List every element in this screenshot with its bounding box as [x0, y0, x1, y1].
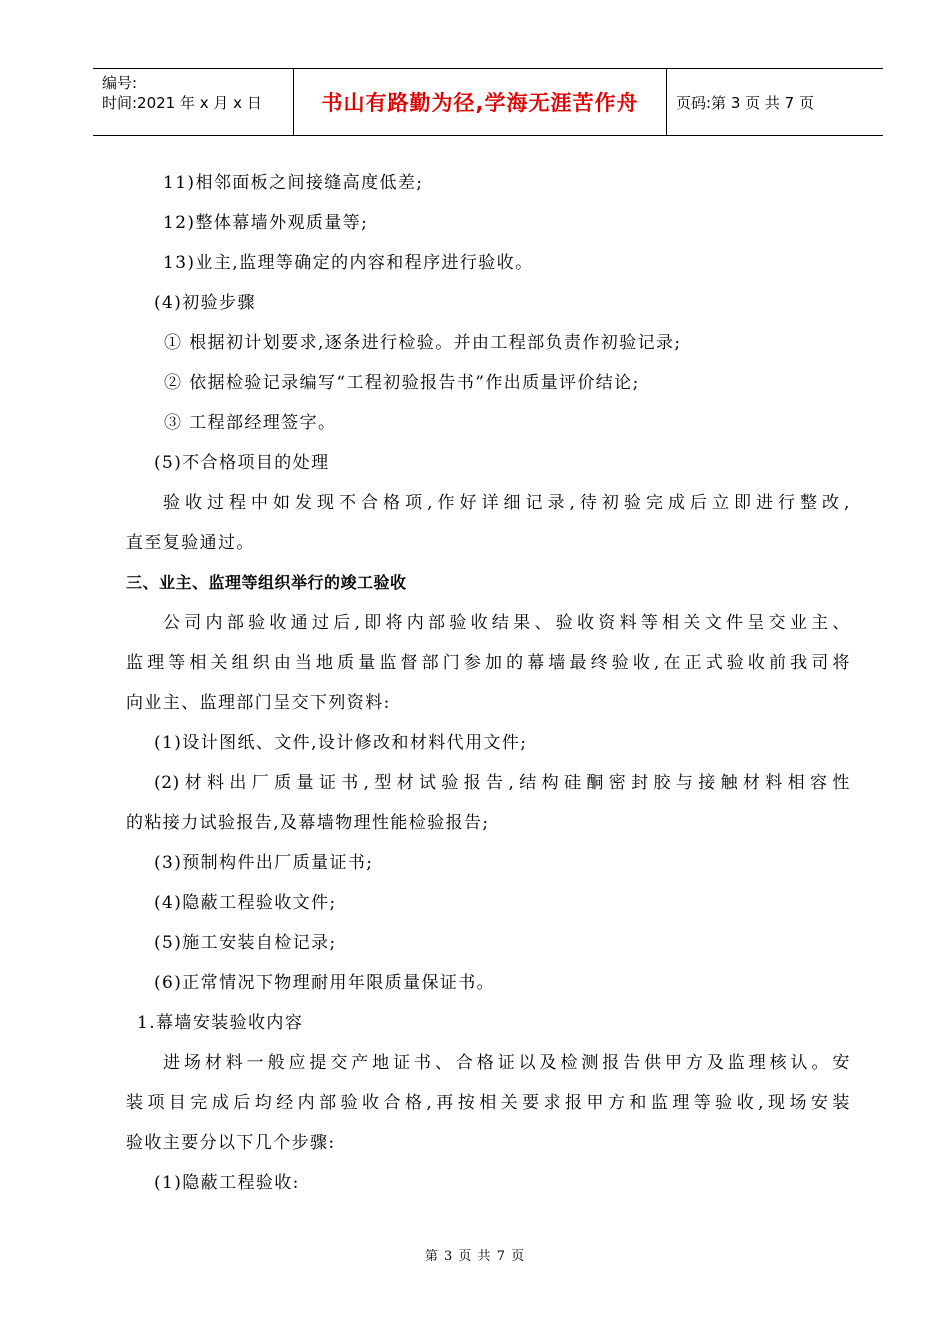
- list-item: (6)正常情况下物理耐用年限质量保证书。: [154, 973, 496, 993]
- document-body: [126, 163, 850, 1203]
- paragraph-line: 进场材料一般应提交产地证书、合格证以及检测报告供甲方及监理核认。安: [163, 1053, 850, 1073]
- list-item: 12)整体幕墙外观质量等;: [163, 213, 369, 233]
- paragraph-line: 的粘接力试验报告,及幕墙物理性能检验报告;: [126, 813, 490, 833]
- sub-heading: (5)不合格项目的处理: [154, 453, 330, 473]
- list-item: ③ 工程部经理签字。: [164, 413, 337, 433]
- page-footer: 第 3 页 共 7 页: [424, 1249, 526, 1264]
- paragraph-line: 直至复验通过。: [126, 533, 255, 553]
- time-label: 时间:2021 年 x 月 x 日: [102, 94, 262, 112]
- list-item: (5)施工安装自检记录;: [154, 933, 337, 953]
- list-item: (3)预制构件出厂质量证书;: [154, 853, 374, 873]
- sub-heading: 1.幕墙安装验收内容: [137, 1013, 304, 1033]
- list-item: ② 依据检验记录编写“工程初验报告书”作出质量评价结论;: [164, 373, 640, 393]
- list-item: ① 根据初计划要求,逐条进行检验。并由工程部负责作初验记录;: [164, 333, 682, 353]
- paragraph-line: 验收过程中如发现不合格项,作好详细记录,待初验完成后立即进行整改,: [163, 493, 850, 513]
- sub-heading: (4)初验步骤: [154, 293, 256, 313]
- section-heading: 三、业主、监理等组织举行的竣工验收: [126, 573, 407, 592]
- page-header: [93, 68, 883, 136]
- number-label: 编号:: [102, 74, 138, 92]
- list-item: (4)隐蔽工程验收文件;: [154, 893, 337, 913]
- list-item: (1)隐蔽工程验收:: [154, 1173, 300, 1193]
- paragraph-line: 监理等相关组织由当地质量监督部门参加的幕墙最终验收,在正式验收前我司将: [126, 653, 850, 673]
- paragraph-line: 验收主要分以下几个步骤:: [126, 1133, 336, 1153]
- paragraph-line: 装项目完成后均经内部验收合格,再按相关要求报甲方和监理等验收,现场安装: [126, 1093, 850, 1113]
- list-item: 11)相邻面板之间接缝高度低差;: [163, 173, 424, 193]
- header-motto: 书山有路勤为径,学海无涯苦作舟: [294, 69, 667, 135]
- list-item: 13)业主,监理等确定的内容和程序进行验收。: [163, 253, 534, 273]
- list-item: (2)材料出厂质量证书,型材试验报告,结构硅酮密封胶与接触材料相容性: [154, 773, 850, 793]
- header-page-number: 页码:第 3 页 共 7 页: [676, 93, 814, 112]
- paragraph-line: 公司内部验收通过后,即将内部验收结果、验收资料等相关文件呈交业主、: [163, 613, 850, 633]
- paragraph-line: 向业主、监理部门呈交下列资料:: [126, 693, 391, 713]
- header-meta: [93, 69, 294, 135]
- list-item: (1)设计图纸、文件,设计修改和材料代用文件;: [154, 733, 528, 753]
